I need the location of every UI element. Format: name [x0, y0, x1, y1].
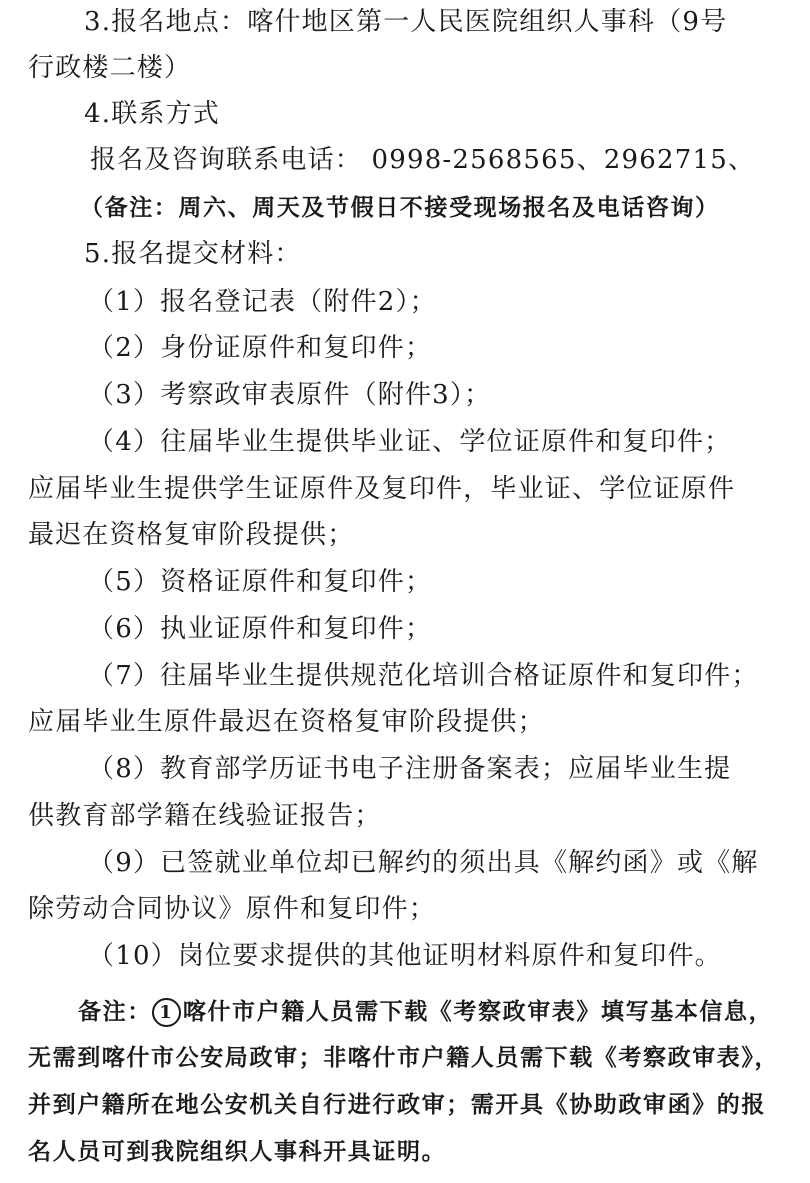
material-item-10: （10）岗位要求提供的其他证明材料原件和复印件。: [88, 941, 722, 971]
material-item-9-cont: 除劳动合同协议》原件和复印件；: [28, 894, 437, 924]
material-item-4-cont: 应届毕业生提供学生证原件及复印件，毕业证、学位证原件: [28, 474, 736, 504]
material-item-6: （6）执业证原件和复印件；: [88, 614, 433, 644]
registration-location-cont: 行政楼二楼）: [28, 53, 192, 83]
note-line-2: 无需到喀什市公安局政审；非喀什市户籍人员需下载《考察政审表》，: [28, 1044, 780, 1071]
material-item-7-cont: 应届毕业生原件最迟在资格复审阶段提供；: [28, 707, 545, 737]
note-text-1: 喀什市户籍人员需下载《考察政审表》填写基本信息，: [182, 998, 774, 1025]
circled-number-marker: 1: [152, 998, 181, 1027]
contact-remark: （备注：周六、周天及节假日不接受现场报名及电话咨询）: [80, 194, 720, 221]
note-label: 备注：: [78, 998, 152, 1025]
note-line-3: 并到户籍所在地公安机关自行进行政审；需开具《协助政审函》的报: [28, 1091, 766, 1118]
contact-heading: 4.联系方式: [84, 99, 221, 129]
note-line-4: 名人员可到我院组织人事科开具证明。: [28, 1138, 447, 1165]
registration-location: 3.报名地点：喀什地区第一人民医院组织人事科（9号: [84, 7, 728, 37]
material-item-8-cont: 供教育部学籍在线验证报告；: [28, 801, 382, 831]
note-line-1: [0, 995, 810, 1029]
material-item-4: （4）往届毕业生提供毕业证、学位证原件和复印件；: [88, 427, 732, 457]
material-item-5: （5）资格证原件和复印件；: [88, 567, 433, 597]
materials-heading: 5.报名提交材料：: [84, 239, 302, 269]
material-item-4-cont2: 最迟在资格复审阶段提供；: [28, 520, 355, 550]
material-item-2: （2）身份证原件和复印件；: [88, 333, 433, 363]
material-item-7: （7）往届毕业生提供规范化培训合格证原件和复印件；: [88, 661, 759, 691]
material-item-1: （1）报名登记表（附件2）；: [88, 287, 437, 317]
material-item-8: （8）教育部学历证书电子注册备案表；应届毕业生提: [88, 754, 732, 784]
material-item-9: （9）已签就业单位却已解约的须出具《解约函》或《解: [88, 848, 759, 878]
contact-phone: 报名及咨询联系电话： 0998-2568565、2962715、: [90, 145, 756, 175]
material-item-3: （3）考察政审表原件（附件3）；: [88, 380, 492, 410]
